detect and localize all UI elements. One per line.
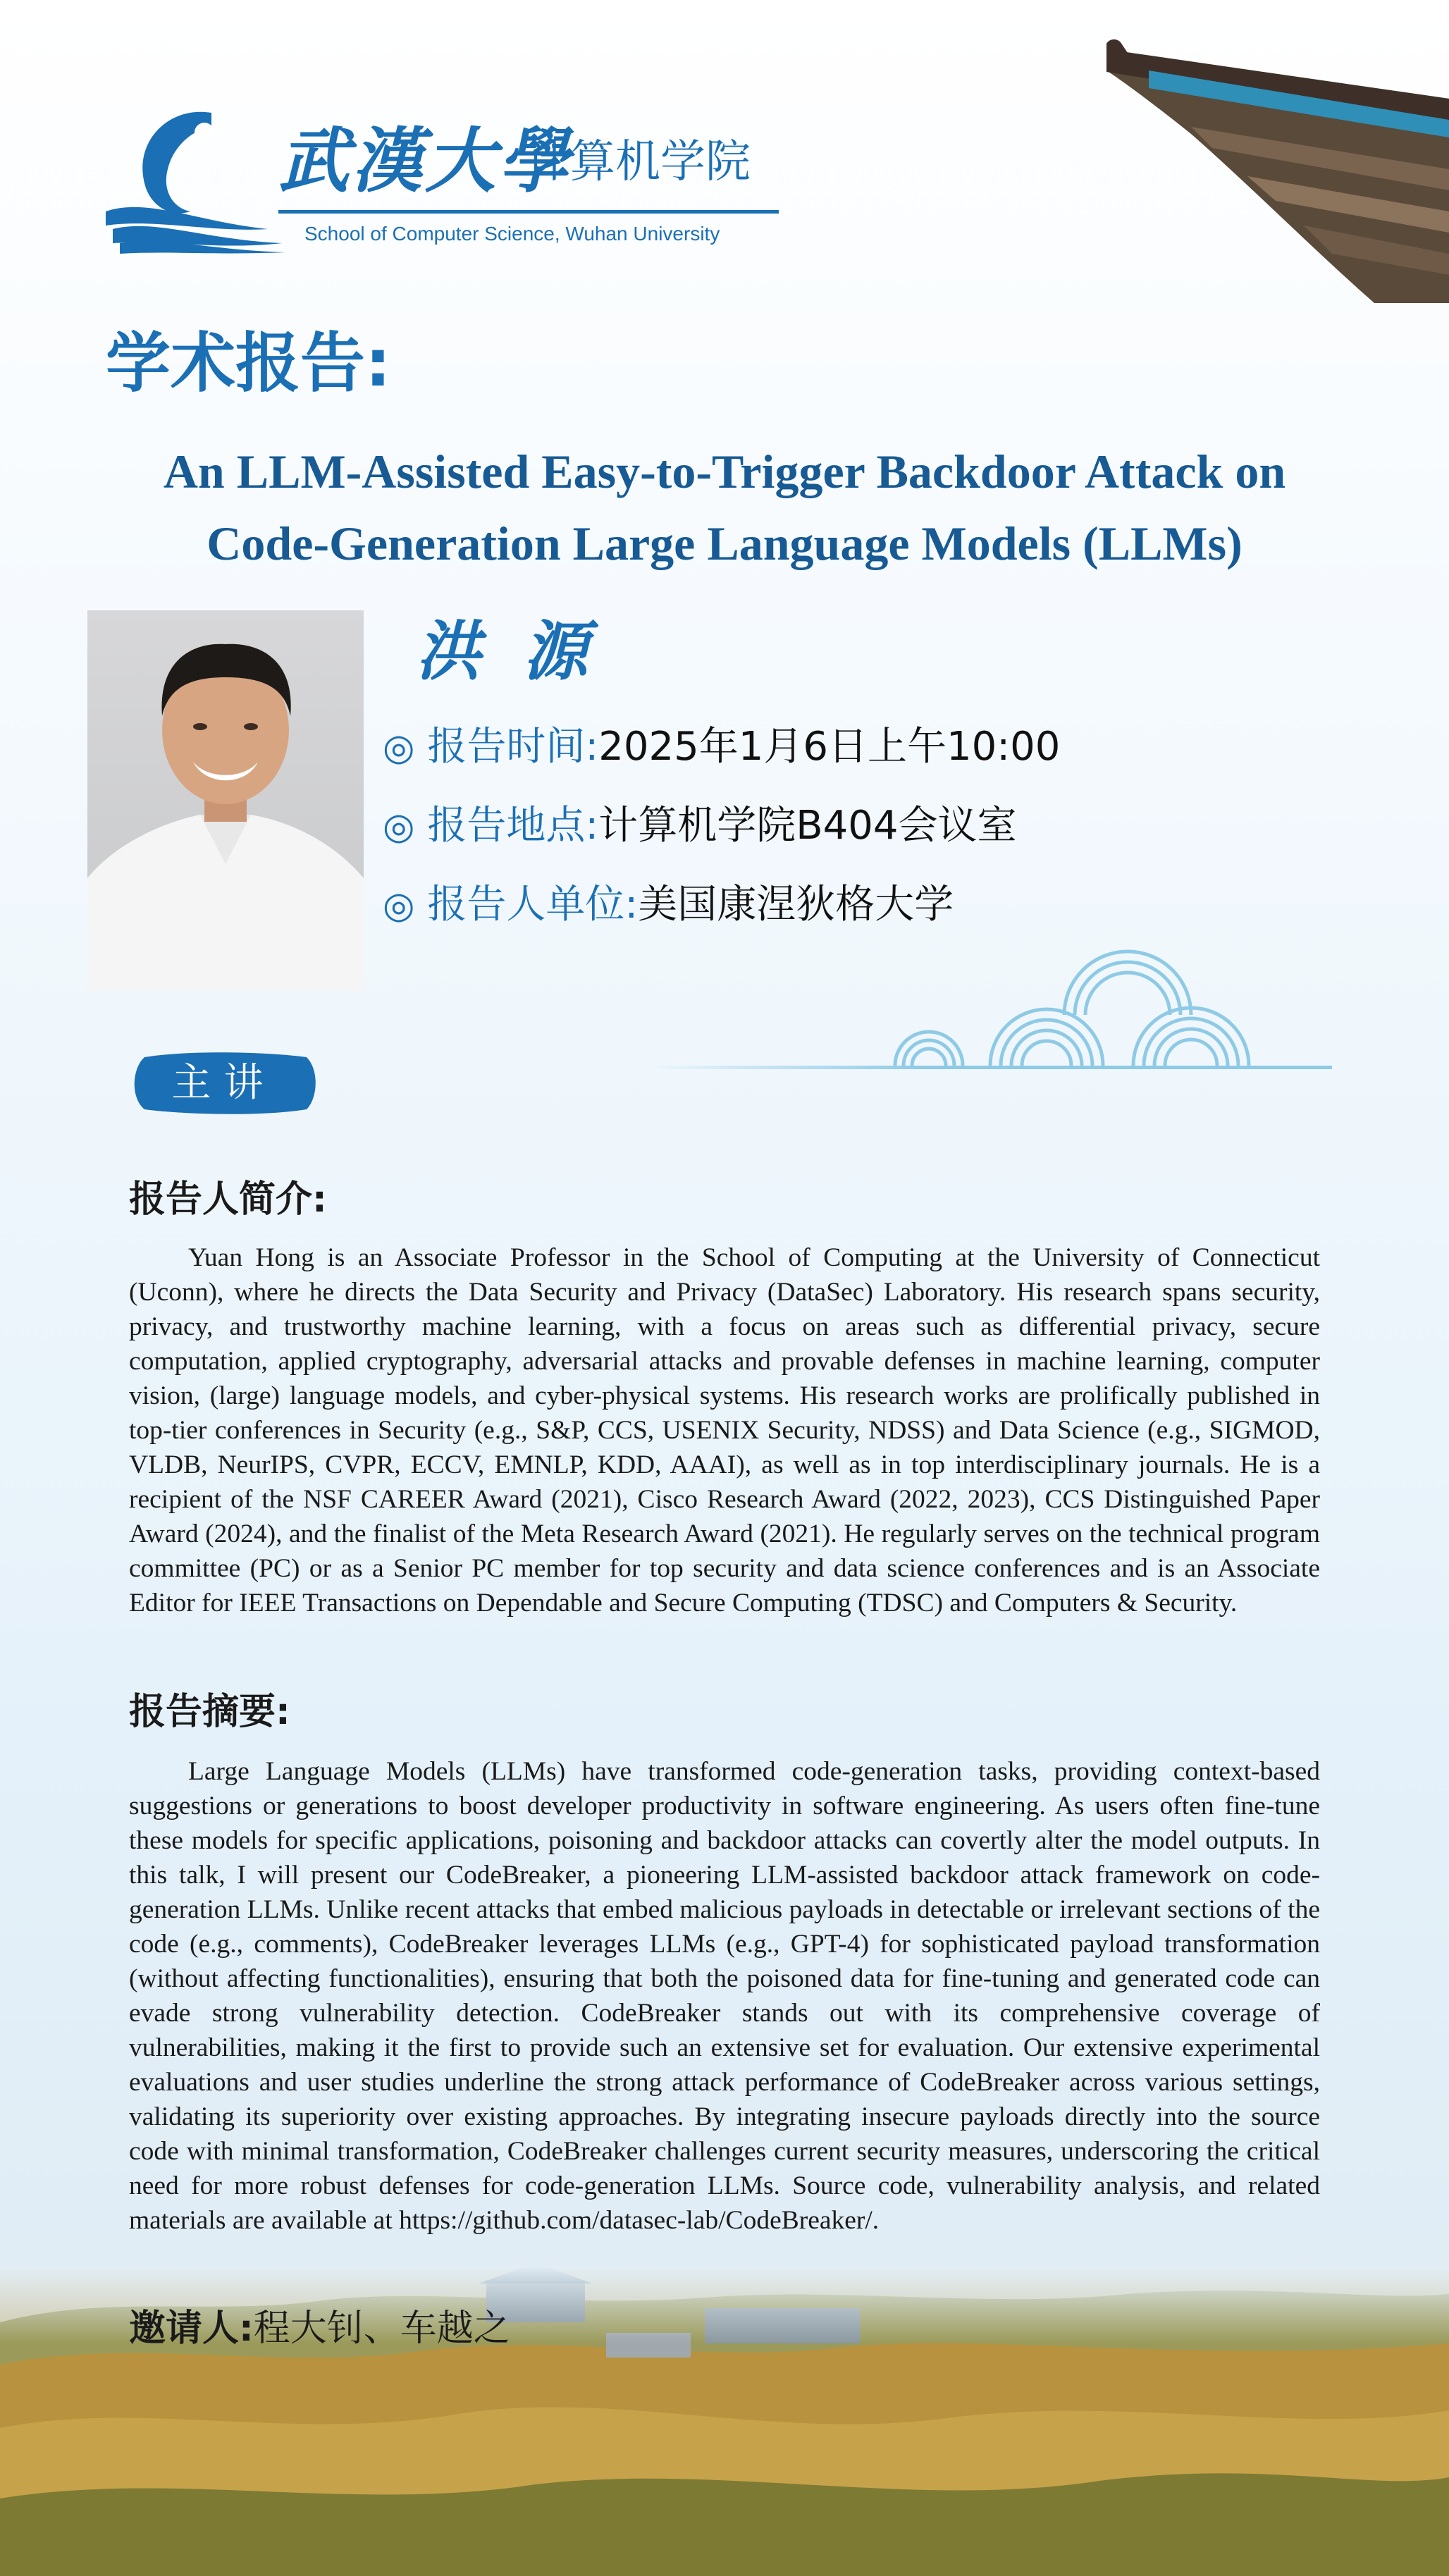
host-badge-label: 主讲 — [171, 1060, 276, 1106]
circle-bullet-icon: ◎ — [383, 727, 415, 769]
time-label: 报告时间: — [427, 724, 599, 770]
university-logo-mark — [106, 106, 289, 254]
time-value: 2025年1月6日上午10:00 — [598, 724, 1061, 770]
logo-rule — [278, 210, 779, 214]
logo-english-name: School of Computer Science, Wuhan University — [304, 223, 720, 245]
abstract-text: Large Language Models (LLMs) have transformed code-generation tasks, providing context-based suggestions or generations to boost developer productivity in software engineering. As users often fine-tune these models for specific applications, poisoning and backdoor attacks can covertly alter the model outputs. In this talk, I will present our CodeBreaker, a pioneering LLM-assisted backdoor attack framework on code-generation LLMs. Unlike recent attacks that embed malicious payloads in detectable or irrelevant sections of the code (e.g., comments), CodeBreaker leverages LLMs (e.g., GPT-4) for sophisticated payload transformation (without affecting functionalities), ensuring that both the poisoned data for fine-tuning and generated code can evade strong vulnerability detection. CodeBreaker stands out with its comprehensive coverage of vulnerabilities, making it the first to provide such an extensive set for evaluation. Our extensive experimental evaluations and user studies underline the strong attack performance of CodeBreaker across various settings, validating its superiority over existing approaches. By integrating insecure payloads directly into the source code with minimal transformation, CodeBreaker challenges current security measures, underscoring the critical need for more robust defenses for code-generation LLMs. Source code, vulnerability analysis, and related materials are available at https://github.com/datasec-lab/CodeBreaker/. — [129, 1757, 1320, 2235]
bio-heading: 报告人简介: — [129, 1178, 327, 1221]
inviter-label: 邀请人: — [129, 2307, 254, 2350]
affiliation-value: 美国康涅狄格大学 — [638, 882, 954, 928]
inviter-value: 程大钊、车越之 — [253, 2307, 510, 2350]
wave-decoration — [648, 944, 1332, 1078]
place-label: 报告地点: — [427, 803, 599, 849]
abstract-heading: 报告摘要: — [129, 1691, 290, 1733]
report-heading: 学术报告: — [106, 326, 391, 401]
info-row-affiliation — [383, 882, 954, 928]
place-value: 计算机学院B404会议室 — [598, 803, 1017, 849]
speaker-name: 洪源 — [416, 613, 631, 689]
logo-title: 武漢大學 — [278, 119, 572, 202]
inviter-line — [129, 2307, 510, 2350]
talk-title: An LLM-Assisted Easy-to-Trigger Backdoor Attack on Code-Generation Large Language Models (LLMs) — [163, 445, 1286, 570]
circle-bullet-icon: ◎ — [383, 885, 415, 927]
speaker-photo — [87, 610, 364, 991]
affiliation-label: 报告人单位: — [427, 882, 639, 928]
info-row-place — [383, 803, 1017, 849]
bio-text: Yuan Hong is an Associate Professor in the School of Computing at the University of Connecticut (Uconn), where he directs the Data Security and Privacy (DataSec) Laboratory. His research spans security, privacy, and trustworthy machine learning, with a focus on areas such as differential privacy, secure computation, applied cryptography, adversarial attacks and provable defenses in machine learning, computer vision, (large) language models, and cyber-physical systems. His research works are prolifically published in top-tier conferences in Security (e.g., S&P, CCS, USENIX Security, NDSS) and Data Science (e.g., SIGMOD, VLDB, NeurIPS, CVPR, ECCV, EMNLP, KDD, AAAI), as well as in top interdisciplinary journals. He is a recipient of the NSF CAREER Award (2021), Cisco Research Award (2022, 2023), CCS Distinguished Paper Award (2024), and the finalist of the Meta Research Award (2021). He regularly serves on the technical program committee (PC) or as a Senior PC member for top security and data science conferences and is an Associate Editor for IEEE Transactions on Dependable and Secure Computing (TDSC) and Computers & Security. — [129, 1243, 1320, 1617]
logo-subtitle: 计算机学院 — [525, 136, 751, 188]
info-row-time — [383, 724, 1061, 770]
circle-bullet-icon: ◎ — [383, 806, 415, 848]
roof-eaves-image — [1106, 21, 1449, 303]
